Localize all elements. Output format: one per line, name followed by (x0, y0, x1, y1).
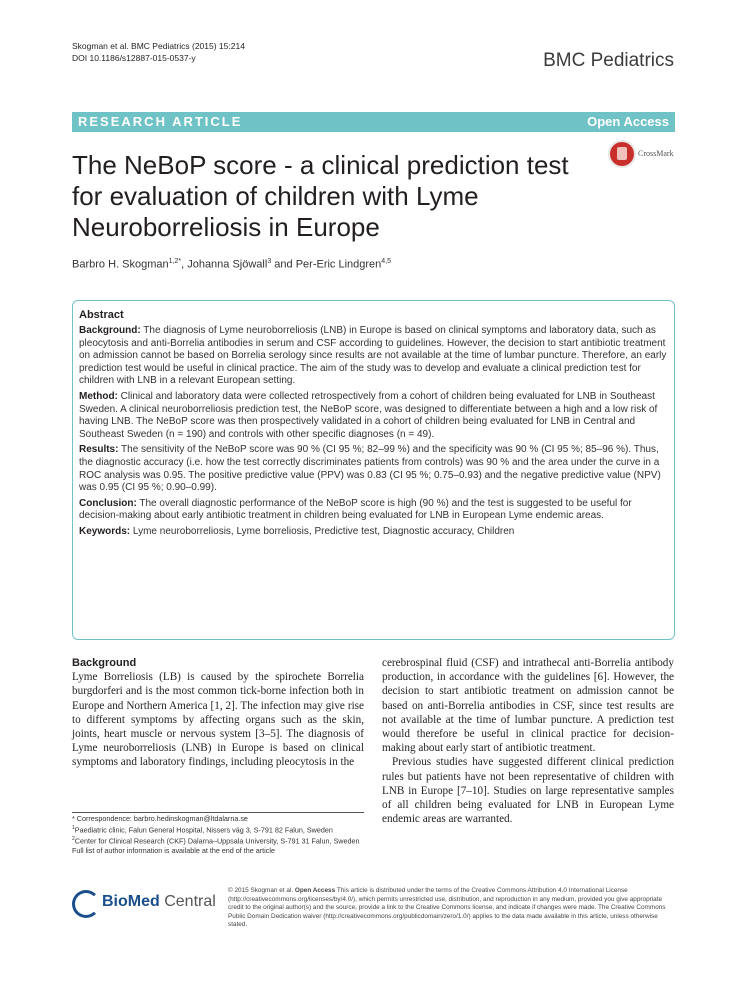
abstract-label: Conclusion: (79, 497, 137, 509)
affiliation-text: Center for Clinical Research (CKF) Dalarna–Uppsala University, S-791 31 Falun, Sweden (74, 835, 360, 845)
affiliation-text: Paediatric clinic, Falun General Hospital, Nissers väg 3, S-791 82 Falun, Sweden (74, 824, 333, 834)
crossmark-icon (608, 140, 636, 168)
abstract-text: The sensitivity of the NeBoP score was 90 % (CI 95 %; 82–99 %) and the specificity was 90 % (CI 95 %; 85–96 %). Thus, the diagnostic accuracy (i.e. how the test correctly discriminates patients from controls) was 90 % and the area under the curve in a ROC analysis was 0.95. The positive predictive value (PPV) was 0.83 (CI 95 %; 0.75–0.93) and the negative predictive value (NPV) was 0.95 (CI 95 %; 0.90–0.99). (79, 444, 661, 494)
abstract-heading: Abstract (79, 309, 124, 321)
author-name: Barbro H. Skogman (72, 258, 169, 271)
abstract-label: Background: (79, 325, 141, 336)
citation-line: Skogman et al. BMC Pediatrics (2015) 15:214 (72, 41, 245, 51)
open-access-label: Open Access (294, 887, 336, 894)
author-name: Per-Eric Lindgren (295, 258, 382, 271)
publisher-name-regular: Central (159, 893, 216, 910)
abstract-text: The overall diagnostic performance of the NeBoP score is high (90 %) and the test is suggested to be useful for decision-making about early antibiotic treatment in children being evaluated for LNB in European Lyme endemic areas. (79, 497, 632, 522)
open-access-label: Open Access (587, 114, 669, 129)
crossmark-badge[interactable] (608, 140, 678, 168)
author-affiliation-marker: 4,5 (381, 258, 392, 265)
abstract-label: Keywords: (79, 525, 131, 537)
abstract-keywords (79, 526, 668, 539)
citation (72, 40, 245, 64)
license-text: This article is distributed under the terms of the Creative Commons Attribution 4.0 International License (http://creativecommons.org/licenses/by/4.0/), which permits unrestricted use, distribution, and reproduction in any medium, provided you give appropriate credit to the original author(s) and the source, provide a link to the Creative Commons license, and indicate if changes were made. The Creative Commons Public Domain Dedication waiver (http://creativecommons.org/publicdomain/zero/1.0/) applies to the data made available in this article, unless otherwise stated. (228, 887, 666, 928)
author-affiliation-marker: 3 (267, 258, 272, 265)
copyright-text: © 2015 Skogman et al. (228, 887, 295, 894)
abstract-text: The diagnosis of Lyme neuroborreliosis (LNB) in Europe is based on clinical symptoms and laboratory data, such as pleocytosis and anti-Borrelia antibodies in serum and CSF according to guidelines. However, the decision to start antibiotic treatment on admission cannot be based on Borrelia serology since results are not available at the time of lumbar puncture. Therefore, an early prediction test would be useful in clinical practice. The aim of the study was to develop and evaluate a clinical prediction test for children with LNB in a relevant European setting. (79, 325, 667, 387)
affiliation-note (72, 835, 372, 846)
doi-line[interactable]: DOI 10.1186/s12887-015-0537-y (72, 53, 196, 63)
affiliation-marker: 1 (72, 824, 75, 831)
footnote-divider (72, 812, 364, 813)
footnotes (72, 814, 372, 855)
abstract-box (72, 300, 675, 640)
publisher-name-bold: BioMed (102, 893, 160, 910)
author-name: Johanna Sjöwall (187, 258, 268, 271)
body-paragraph: Lyme Borreliosis (LB) is caused by the spirochete Borrelia burgdorferi and is the most common tick-borne infection both in Europe and Northern America [1, 2]. The infection may give rise to different symptoms by affecting organs such as the skin, joints, heart muscle or nervous system [3–5]. The diagnosis of Lyme neuroborreliosis (LNB) in Europe is based on clinical symptoms and laboratory findings, including pleocytosis in the (72, 671, 364, 769)
abstract-background (79, 325, 668, 388)
abstract-text: Clinical and laboratory data were collected retrospectively from a cohort of children being evaluated for LNB in Southeast Sweden. A clinical neuroborreliosis prediction test, the NeBoP score, was designed to differentiate between a high and a low risk of having LNB. The NeBoP score was then prospectively validated in a cohort of children being evaluated for LNB in Central and Southeast Sweden (n = 190) and controls with other specific diagnoses (n = 49). (79, 390, 658, 440)
abstract-label: Method: (79, 390, 118, 402)
body-column-left (72, 656, 364, 770)
article-title: The NeBoP score - a clinical prediction test for evaluation of children with Lyme Neuroborreliosis in Europe (72, 150, 569, 242)
author-list (72, 258, 391, 271)
abstract-results (79, 444, 668, 494)
abstract-conclusion (79, 498, 668, 523)
author-affiliation-marker: 1,2* (168, 258, 182, 265)
correspondence-note[interactable]: * Correspondence: barbro.hedinskogman@ltdalarna.se (72, 814, 248, 823)
crossmark-label: CrossMark (638, 149, 674, 158)
abstract-method (79, 391, 668, 441)
body-paragraph: Previous studies have suggested different clinical prediction rules but patients have not been representative of children with LNB in Europe [7–10]. Studies on large representative samples of all children being evaluated for LNB in European Lyme endemic areas are warranted. (382, 756, 674, 826)
body-column-right (382, 656, 674, 826)
author-info-note: Full list of author information is available at the end of the article (72, 845, 275, 855)
journal-name: BMC Pediatrics (543, 50, 674, 71)
article-type-label: RESEARCH ARTICLE (78, 114, 243, 129)
author-separator: , (181, 258, 188, 271)
publisher-logo[interactable] (72, 890, 222, 916)
section-heading: Background (72, 657, 137, 669)
affiliation-note (72, 824, 372, 835)
affiliation-marker: 2 (72, 835, 75, 842)
body-paragraph: cerebrospinal fluid (CSF) and intrathecal anti-Borrelia antibody production, in accordance with the guidelines [6]. However, the decision to start antibiotic treatment on admission cannot be based on anti-Borrelia antibodies in CSF, since test results are not available at the time of lumbar puncture. A prediction test would therefore be useful in clinical practice for decision-making about early start of antibiotic treatment. (382, 657, 674, 755)
publisher-name (102, 893, 216, 911)
article-type-banner (72, 112, 675, 132)
abstract-label: Results: (79, 444, 119, 456)
biomed-central-logo-icon (72, 890, 100, 918)
license-statement (228, 887, 674, 930)
abstract-text: Lyme neuroborreliosis, Lyme borreliosis, Predictive test, Diagnostic accuracy, Children (130, 525, 515, 537)
author-separator: and (271, 258, 296, 271)
